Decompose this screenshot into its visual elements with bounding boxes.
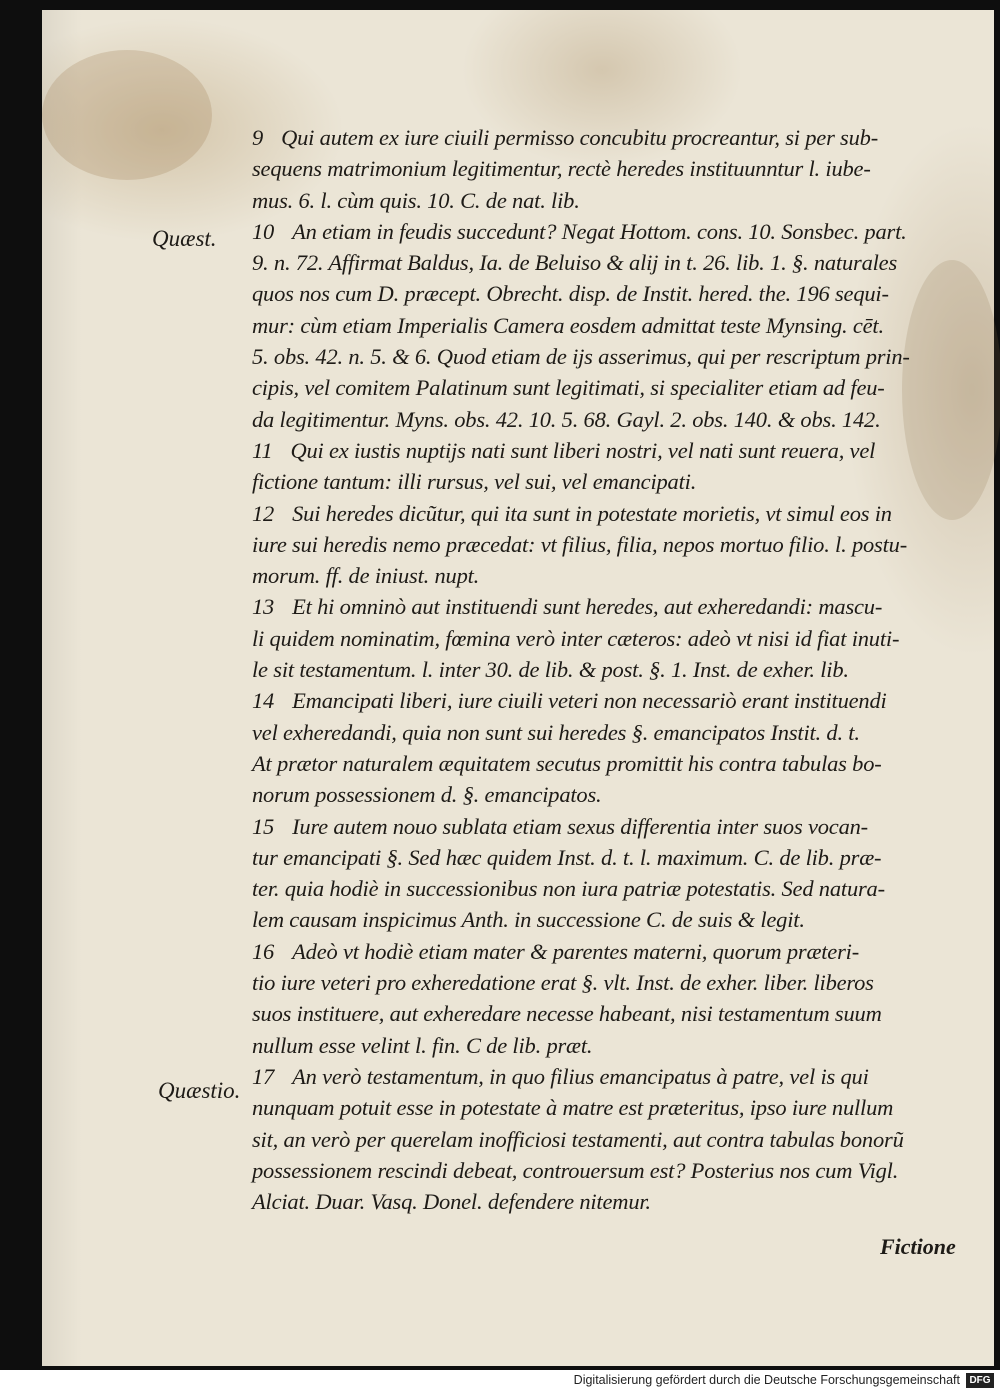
text-line: 17 An verò testamentum, in quo filius emancipatus à patre, vel is qui [252,1063,869,1089]
paragraph-number: 9 [252,125,264,150]
footer-bar [0,1370,1000,1392]
margin-note-quaestio: Quæstio. [158,1078,241,1103]
paragraph-number: 15 [252,813,275,839]
text-line: cipis, vel comitem Palatinum sunt legitimati, si specialiter etiam ad feu- [252,375,885,401]
paragraph-12 [252,498,967,592]
text-line: lem causam inspicimus Anth. in successione C. de suis & legit. [252,907,805,933]
text-line: mur: cùm etiam Imperialis Camera eosdem admittat teste Mynsing. cēt. [252,312,884,338]
text-line: sit, an verò per querelam inofficiosi testamenti, aut contra tabulas bonorũ [252,1126,904,1152]
text-line: li quidem nominatim, fœmina verò inter cæteros: adeò vt nisi id fiat inuti- [252,625,900,651]
water-stain [42,50,212,180]
paragraph-9 [252,122,967,216]
text-line: Alciat. Duar. Vasq. Donel. defendere nitemur. [252,1189,651,1215]
text-line: fictione tantum: illi rursus, vel sui, vel emancipati. [252,469,697,495]
paragraph-15 [252,811,967,936]
text-line: 5. obs. 42. n. 5. & 6. Quod etiam de ijs asserimus, qui per rescriptum prin- [252,344,910,370]
text-line: 13 Et hi omninò aut instituendi sunt heredes, aut exheredandi: mascu- [252,594,883,620]
text-line: mus. 6. l. cùm quis. 10. C. de nat. lib. [252,187,580,213]
paragraph-number: 13 [252,594,275,620]
margin-note-quaest: Quæst. [152,226,217,251]
text-line: nunquam potuit esse in potestate à matre est præteritus, ipso iure nullum [252,1095,894,1121]
main-text [252,122,967,1217]
catchword: Fictione [880,1234,956,1259]
text-line: 11 Qui ex iustis nuptijs nati sunt liberi nostri, vel nati sunt reuera, vel [252,437,876,463]
text-line: 16 Adeò vt hodiè etiam mater & parentes materni, quorum præteri- [252,938,859,964]
text-line: 12 Sui heredes dicũtur, qui ita sunt in potestate morietis, vt simul eos in [252,500,892,526]
text-line: 9. n. 72. Affirmat Baldus, Ia. de Beluiso & alij in t. 26. lib. 1. §. naturales [252,250,898,276]
text-line: sequens matrimonium legitimentur, rectè heredes instituunntur l. iube- [252,156,871,182]
text-line: 14 Emancipati liberi, iure ciuili veteri non necessariò erant instituendi [252,688,887,714]
text-line: quos nos cum D. præcept. Obrecht. disp. de Instit. hered. the. 196 sequi- [252,281,889,307]
text-line: tur emancipati §. Sed hæc quidem Inst. d. t. l. maximum. C. de lib. præ- [252,844,882,870]
text-line: nullum esse velint l. fin. C de lib. præt. [252,1032,593,1058]
text-line: norum possessionem d. §. emancipatos. [252,782,602,808]
paragraph-number: 17 [252,1063,275,1089]
footer-credit: Digitalisierung gefördert durch die Deutsche Forschungsgemeinschaft [573,1373,960,1387]
paragraph-number: 12 [252,500,275,526]
text-line: vel exheredandi, quia non sunt sui heredes §. emancipatos Instit. d. t. [252,719,860,745]
dfg-logo-icon: DFG [966,1373,994,1388]
paragraph-10 [252,216,967,435]
paragraph-16 [252,936,967,1061]
text-line: ter. quia hodiè in successionibus non iura patriæ potestatis. Sed natura- [252,876,885,902]
paragraph-number: 16 [252,938,275,964]
text-line: At prætor naturalem æquitatem secutus promittit his contra tabulas bo- [252,750,882,776]
text-line: iure sui heredis nemo præcedat: vt filius, filia, nepos mortuo filio. l. postu- [252,531,907,557]
paragraph-11 [252,435,967,498]
text-line: 15 Iure autem nouo sublata etiam sexus differentia inter suos vocan- [252,813,868,839]
paragraph-number: 10 [252,218,275,244]
text-line: le sit testamentum. l. inter 30. de lib. & post. §. 1. Inst. de exher. lib. [252,657,849,683]
text-line: da legitimentur. Myns. obs. 42. 10. 5. 68. Gayl. 2. obs. 140. & obs. 142. [252,406,881,432]
paragraph-number: 11 [252,437,273,463]
text-line: suos instituere, aut exheredare necesse habeant, nisi testamentum suum [252,1001,882,1027]
paragraph-13 [252,591,967,685]
text-line: 9 Qui autem ex iure ciuili permisso concubitu procreantur, si per sub- [252,125,879,150]
text-line: tio iure veteri pro exheredatione erat §. vlt. Inst. de exher. liber. liberos [252,970,874,996]
paragraph-number: 14 [252,688,275,714]
text-line: 10 An etiam in feudis succedunt? Negat Hottom. cons. 10. Sonsbec. part. [252,218,907,244]
text-line: possessionem rescindi debeat, controuersum est? Posterius nos cum Vigl. [252,1157,899,1183]
paragraph-17 [252,1061,967,1217]
paragraph-14 [252,685,967,810]
text-line: morum. ff. de iniust. nupt. [252,563,480,589]
